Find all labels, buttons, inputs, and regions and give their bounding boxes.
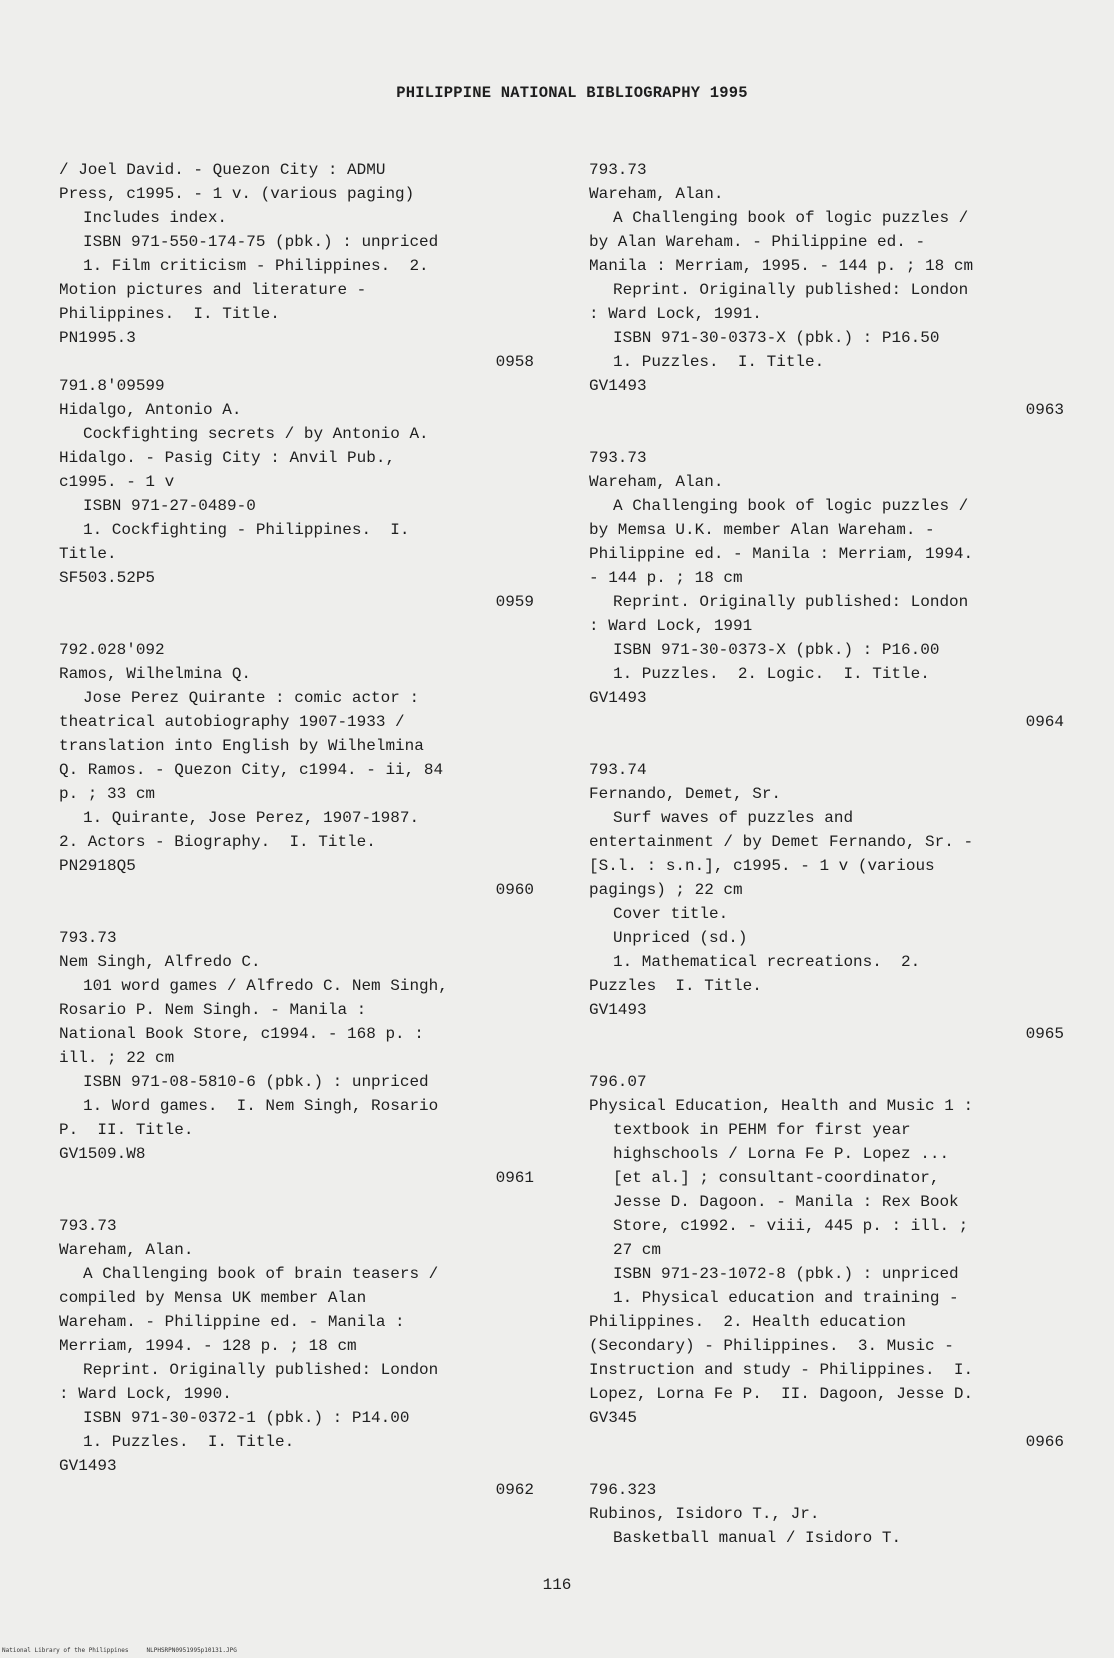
entry-line: Q. Ramos. - Quezon City, c1994. - ii, 84 (59, 761, 444, 779)
entry-line: Puzzles I. Title. (589, 977, 762, 995)
entry-line: Jose Perez Quirante : comic actor : (83, 689, 420, 707)
entry-line: Press, c1995. - 1 v. (various paging) (59, 185, 415, 203)
entry-line: 1. Mathematical recreations. 2. (613, 953, 921, 971)
entry-line: Hidalgo. - Pasig City : Anvil Pub., (59, 449, 396, 467)
entry-line: SF503.52P5 (59, 569, 156, 587)
entry-line: Wareham, Alan. (589, 185, 724, 203)
entry-line: Reprint. Originally published: London (613, 281, 969, 299)
entry-number: 0965 (1025, 1025, 1064, 1043)
entry-line: / Joel David. - Quezon City : ADMU (59, 161, 386, 179)
entry-line: 1. Film criticism - Philippines. 2. (83, 257, 429, 275)
entry-line: A Challenging book of brain teasers / (83, 1265, 439, 1283)
entry-line: ISBN 971-30-0372-1 (pbk.) : P14.00 (83, 1409, 410, 1427)
entry-line: Rubinos, Isidoro T., Jr. (589, 1505, 820, 1523)
entry-line: 1. Cockfighting - Philippines. I. (83, 521, 410, 539)
entry-number: 0964 (1025, 713, 1064, 731)
entry-line: 2. Actors - Biography. I. Title. (59, 833, 376, 851)
entry-line: 793.73 (59, 1217, 117, 1235)
entry-line: GV1509.W8 (59, 1145, 146, 1163)
entry-line: 793.73 (59, 929, 117, 947)
entry-line: [et al.] ; consultant-coordinator, (613, 1169, 940, 1187)
entry-line: Ramos, Wilhelmina Q. (59, 665, 252, 683)
entry-line: (Secondary) - Philippines. 3. Music - (589, 1337, 954, 1355)
entry-line: ISBN 971-30-0373-X (pbk.) : P16.00 (613, 641, 940, 659)
entry-line: Motion pictures and literature - (59, 281, 367, 299)
bibliography-entry (589, 158, 1064, 446)
right-column (589, 158, 1064, 1550)
entry-line: entertainment / by Demet Fernando, Sr. - (589, 833, 974, 851)
bibliography-entry (589, 446, 1064, 758)
entry-line: Wareham, Alan. (589, 473, 724, 491)
entry-line: Fernando, Demet, Sr. (589, 785, 782, 803)
entry-line: Philippine ed. - Manila : Merriam, 1994. (589, 545, 974, 563)
entry-line: 1. Word games. I. Nem Singh, Rosario (83, 1097, 439, 1115)
entry-line: P. II. Title. (59, 1121, 194, 1139)
entry-line: p. ; 33 cm (59, 785, 156, 803)
bibliography-entry (59, 926, 534, 1214)
entry-line: 793.73 (589, 161, 647, 179)
entry-line: 101 word games / Alfredo C. Nem Singh, (83, 977, 448, 995)
entry-line: ISBN 971-23-1072-8 (pbk.) : unpriced (613, 1265, 959, 1283)
entry-line: ISBN 971-30-0373-X (pbk.) : P16.50 (613, 329, 940, 347)
entry-line: Title. (59, 545, 117, 563)
entry-line: Basketball manual / Isidoro T. (613, 1529, 902, 1547)
entry-line: textbook in PEHM for first year (613, 1121, 911, 1139)
entry-line: ill. ; 22 cm (59, 1049, 175, 1067)
entry-line: : Ward Lock, 1990. (59, 1385, 232, 1403)
entry-line: compiled by Mensa UK member Alan (59, 1289, 367, 1307)
entry-line: Hidalgo, Antonio A. (59, 401, 242, 419)
entry-line: Store, c1992. - viii, 445 p. : ill. ; (613, 1217, 969, 1235)
entry-line: 1. Physical education and training - (613, 1289, 959, 1307)
entry-line: ISBN 971-27-0489-0 (83, 497, 256, 515)
entry-line: 796.323 (589, 1481, 657, 1499)
entry-line: Reprint. Originally published: London (613, 593, 969, 611)
entry-line: Wareham, Alan. (59, 1241, 194, 1259)
entry-line: : Ward Lock, 1991 (589, 617, 753, 635)
entry-line: GV1493 (589, 1001, 647, 1019)
entry-line: National Book Store, c1994. - 168 p. : (59, 1025, 424, 1043)
bibliography-entry (589, 1070, 1064, 1478)
entry-line: - 144 p. ; 18 cm (589, 569, 743, 587)
entry-line: A Challenging book of logic puzzles / (613, 497, 969, 515)
entry-line: ISBN 971-08-5810-6 (pbk.) : unpriced (83, 1073, 429, 1091)
entry-line: 27 cm (613, 1241, 662, 1259)
entry-line: 1. Puzzles. I. Title. (613, 353, 825, 371)
entry-line: Wareham. - Philippine ed. - Manila : (59, 1313, 405, 1331)
entry-number: 0962 (495, 1481, 534, 1499)
entry-line: pagings) ; 22 cm (589, 881, 743, 899)
entry-line: Unpriced (sd.) (613, 929, 748, 947)
bibliography-entry (59, 374, 534, 638)
entry-line: 1. Puzzles. I. Title. (83, 1433, 295, 1451)
entry-number: 0963 (1025, 401, 1064, 419)
entry-number: 0958 (495, 353, 534, 371)
entry-line: PN1995.3 (59, 329, 136, 347)
entry-line: GV1493 (59, 1457, 117, 1475)
entry-number: 0960 (495, 881, 534, 899)
entry-line: 796.07 (589, 1073, 647, 1091)
bibliography-entry (589, 1478, 1064, 1550)
entry-line: Philippines. 2. Health education (589, 1313, 906, 1331)
entry-line: Jesse D. Dagoon. - Manila : Rex Book (613, 1193, 959, 1211)
entry-line: Cockfighting secrets / by Antonio A. (83, 425, 429, 443)
entry-line: Philippines. I. Title. (59, 305, 280, 323)
entry-number: 0959 (495, 593, 534, 611)
entry-line: ISBN 971-550-174-75 (pbk.) : unpriced (83, 233, 439, 251)
entry-line: translation into English by Wilhelmina (59, 737, 424, 755)
entry-line: 793.74 (589, 761, 647, 779)
entry-line: Manila : Merriam, 1995. - 144 p. ; 18 cm (589, 257, 974, 275)
entry-line: 793.73 (589, 449, 647, 467)
scan-footer: National Library of the Philippines NLPHSRPN0951995p10131.JPG (2, 1647, 237, 1654)
entry-line: by Alan Wareham. - Philippine ed. - (589, 233, 926, 251)
entry-line: 792.028'092 (59, 641, 165, 659)
entry-line: 1. Puzzles. 2. Logic. I. Title. (613, 665, 930, 683)
entry-line: : Ward Lock, 1991. (589, 305, 762, 323)
bibliography-entry (59, 638, 534, 926)
entry-line: Reprint. Originally published: London (83, 1361, 439, 1379)
entry-line: Includes index. (83, 209, 228, 227)
bibliography-entry (59, 158, 534, 374)
entry-line: Nem Singh, Alfredo C. (59, 953, 261, 971)
entry-line: 1. Quirante, Jose Perez, 1907-1987. (83, 809, 420, 827)
bibliography-entry (59, 1214, 534, 1502)
entry-line: Instruction and study - Philippines. I. (589, 1361, 974, 1379)
entry-line: A Challenging book of logic puzzles / (613, 209, 969, 227)
entry-line: Lopez, Lorna Fe P. II. Dagoon, Jesse D. (589, 1385, 974, 1403)
entry-line: PN2918Q5 (59, 857, 136, 875)
entry-line: Merriam, 1994. - 128 p. ; 18 cm (59, 1337, 357, 1355)
entry-line: GV1493 (589, 377, 647, 395)
page-title: PHILIPPINE NATIONAL BIBLIOGRAPHY 1995 (396, 84, 748, 102)
entry-line: Cover title. (613, 905, 729, 923)
entry-line: GV345 (589, 1409, 638, 1427)
entry-line: GV1493 (589, 689, 647, 707)
entry-line: highschools / Lorna Fe P. Lopez ... (613, 1145, 950, 1163)
entry-number: 0961 (495, 1169, 534, 1187)
entry-line: theatrical autobiography 1907-1933 / (59, 713, 405, 731)
entry-line: Rosario P. Nem Singh. - Manila : (59, 1001, 367, 1019)
left-column (59, 158, 534, 1502)
entry-line: Surf waves of puzzles and (613, 809, 854, 827)
entry-line: 791.8'09599 (59, 377, 165, 395)
bibliography-entry (589, 758, 1064, 1070)
entry-line: c1995. - 1 v (59, 473, 175, 491)
entry-line: [S.l. : s.n.], c1995. - 1 v (various (589, 857, 935, 875)
entry-number: 0966 (1025, 1433, 1064, 1451)
page-number: 116 (542, 1576, 572, 1594)
entry-line: Physical Education, Health and Music 1 : (589, 1097, 974, 1115)
entry-line: by Memsa U.K. member Alan Wareham. - (589, 521, 935, 539)
